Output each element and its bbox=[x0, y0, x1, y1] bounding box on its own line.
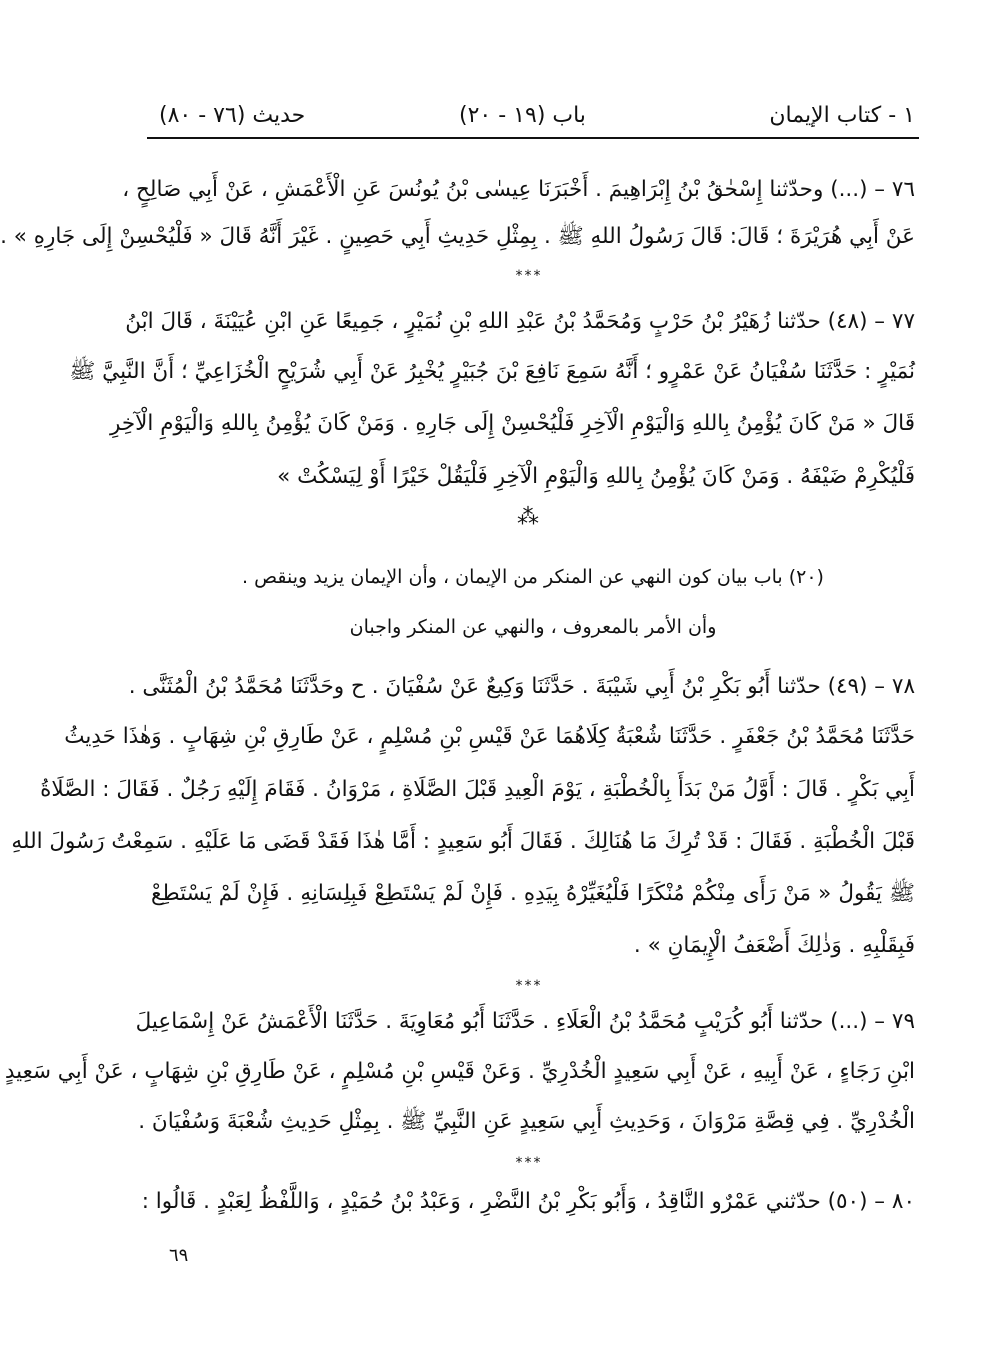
text-line: ٨٠ – (٥٠) حدّثني عَمْرٌو النَّاقِدُ ، وَأَبُو بَكْرِ بْنُ النَّضْرِ ، وَعَبْدُ بْنُ حُمَيْدٍ ، وَاللَّفْظُ لِعَبْدٍ . قَالُوا : bbox=[141, 1189, 915, 1214]
header-rule bbox=[147, 137, 919, 139]
separator-asterism: ⁂ bbox=[517, 505, 541, 530]
header-bab-range: (١٩ - ٢٠) باب bbox=[459, 103, 586, 128]
text-line: عَنْ أَبِي هُرَيْرَةَ ؛ قَالَ: قَالَ رَسُولُ اللهِ ﷺ . بِمِثْلِ حَدِيثِ أَبِي حَصِينٍ . غَيْرَ أَنَّهُ قَالَ « فَلْيُحْسِنْ إِلَى جَارِهِ » . bbox=[0, 224, 915, 249]
header-hadith-range: (٧٦ - ٨٠) حديث bbox=[159, 103, 306, 128]
text-line: ٧٧ – (٤٨) حدّثنا زُهَيْرُ بْنُ حَرْبٍ وَمُحَمَّدُ بْنُ عَبْدِ اللهِ بْنِ نُمَيْرٍ ، جَمِيعًا عَنِ ابْنِ عُيَيْنَةَ ، قَالَ ابْنُ bbox=[125, 309, 915, 334]
text-line: ٧٦ – (...) وحدّثنا إِسْحٰقُ بْنُ إِبْرَاهِيمَ . أَخْبَرَنَا عِيسٰى بْنُ يُونُسَ عَنِ الْأَعْمَشِ ، عَنْ أَبِي صَالِحٍ ، bbox=[122, 177, 915, 202]
text-line: ﷺ يَقُولُ « مَنْ رَأَى مِنْكُمْ مُنْكَرًا فَلْيُغَيِّرْهُ بِيَدِهِ . فَإِنْ لَمْ يَسْتَطِعْ فَبِلِسَانِهِ . فَإِنْ لَمْ يَسْتَطِعْ bbox=[151, 881, 915, 906]
text-line: حَدَّثَنَا مُحَمَّدُ بْنُ جَعْفَرٍ . حَدَّثَنَا شُعْبَةُ كِلَاهُمَا عَنْ قَيْسِ بْنِ مُسْلِمٍ ، عَنْ طَارِقِ بْنِ شِهَابٍ . وَهٰذَا حَدِيثُ bbox=[64, 724, 915, 749]
text-line: قَبْلَ الْخُطْبَةِ . فَقَالَ : قَدْ تُرِكَ مَا هُنَالِكَ . فَقَالَ أَبُو سَعِيدٍ : أَمَّا هٰذَا فَقَدْ قَضَى مَا عَلَيْهِ . سَمِعْتُ رَسُولَ اللهِ bbox=[11, 829, 915, 854]
text-line: أَبِي بَكْرٍ . قَالَ : أَوَّلُ مَنْ بَدَأَ بِالْخُطْبَةِ ، يَوْمَ الْعِيدِ قَبْلَ الصَّلَاةِ ، مَرْوَانُ . فَقَامَ إِلَيْهِ رَجُلٌ . فَقَالَ : الصَّلَاةُ bbox=[40, 777, 915, 802]
text-line: نُمَيْرٍ : حَدَّثَنَا سُفْيَانُ عَنْ عَمْرٍو ؛ أَنَّهُ سَمِعَ نَافِعَ بْنَ جُبَيْرٍ يُخْبِرُ عَنْ أَبِي شُرَيْحٍ الْخُزَاعِيِّ ؛ أَنَّ النَّبِيَّ ﷺ bbox=[69, 359, 915, 384]
separator-stars: *** bbox=[515, 268, 543, 284]
text-line: الْخُدْرِيِّ . فِي قِصَّةِ مَرْوَانَ ، وَحَدِيثِ أَبِي سَعِيدٍ عَنِ النَّبِيِّ ﷺ . بِمِثْلِ حَدِيثِ شُعْبَةَ وَسُفْيَانَ . bbox=[138, 1109, 915, 1134]
running-header bbox=[149, 100, 915, 140]
text-line: قَالَ « مَنْ كَانَ يُؤْمِنُ بِاللهِ وَالْيَوْمِ الْآخِرِ فَلْيُحْسِنْ إِلَى جَارِهِ . وَمَنْ كَانَ يُؤْمِنُ بِاللهِ وَالْيَوْمِ الْآخِرِ bbox=[110, 411, 915, 436]
text-line: ابْنِ رَجَاءٍ ، عَنْ أَبِيهِ ، عَنْ أَبِي سَعِيدٍ الْخُدْرِيِّ . وَعَنْ قَيْسِ بْنِ مُسْلِمٍ ، عَنْ طَارِقِ بْنِ شِهَابٍ ، عَنْ أَبِي سَعِيدٍ bbox=[4, 1059, 915, 1084]
chapter-heading-line: (٢٠) باب بيان كون النهي عن المنكر من الإيمان ، وأن الإيمان يزيد وينقص . bbox=[242, 566, 824, 588]
header-book-title: ١ - كتاب الإيمان bbox=[769, 103, 915, 128]
separator-stars: *** bbox=[515, 1155, 543, 1171]
text-line: فَلْيُكْرِمْ ضَيْفَهُ . وَمَنْ كَانَ يُؤْمِنُ بِاللهِ وَالْيَوْمِ الْآخِرِ فَلْيَقُلْ خَيْرًا أَوْ لِيَسْكُتْ » bbox=[277, 464, 915, 489]
text-line: فَبِقَلْبِهِ . وَذٰلِكَ أَضْعَفُ الْإِيمَانِ » . bbox=[633, 933, 915, 958]
page-number: ٦٩ bbox=[169, 1245, 189, 1266]
chapter-heading-line: وأن الأمر بالمعروف ، والنهي عن المنكر واجبان bbox=[349, 616, 717, 638]
text-line: ٧٩ – (...) حدّثنا أَبُو كُرَيْبٍ مُحَمَّدُ بْنُ الْعَلَاءِ . حَدَّثَنَا أَبُو مُعَاوِيَةَ . حَدَّثَنَا الْأَعْمَشُ عَنْ إِسْمَاعِيلَ bbox=[135, 1009, 915, 1034]
separator-stars: *** bbox=[515, 978, 543, 994]
text-line: ٧٨ – (٤٩) حدّثنا أَبُو بَكْرِ بْنُ أَبِي شَيْبَةَ . حَدَّثَنَا وَكِيعٌ عَنْ سُفْيَانَ . ح وحَدَّثَنَا مُحَمَّدُ بْنُ الْمُثَنَّى . bbox=[128, 674, 915, 699]
